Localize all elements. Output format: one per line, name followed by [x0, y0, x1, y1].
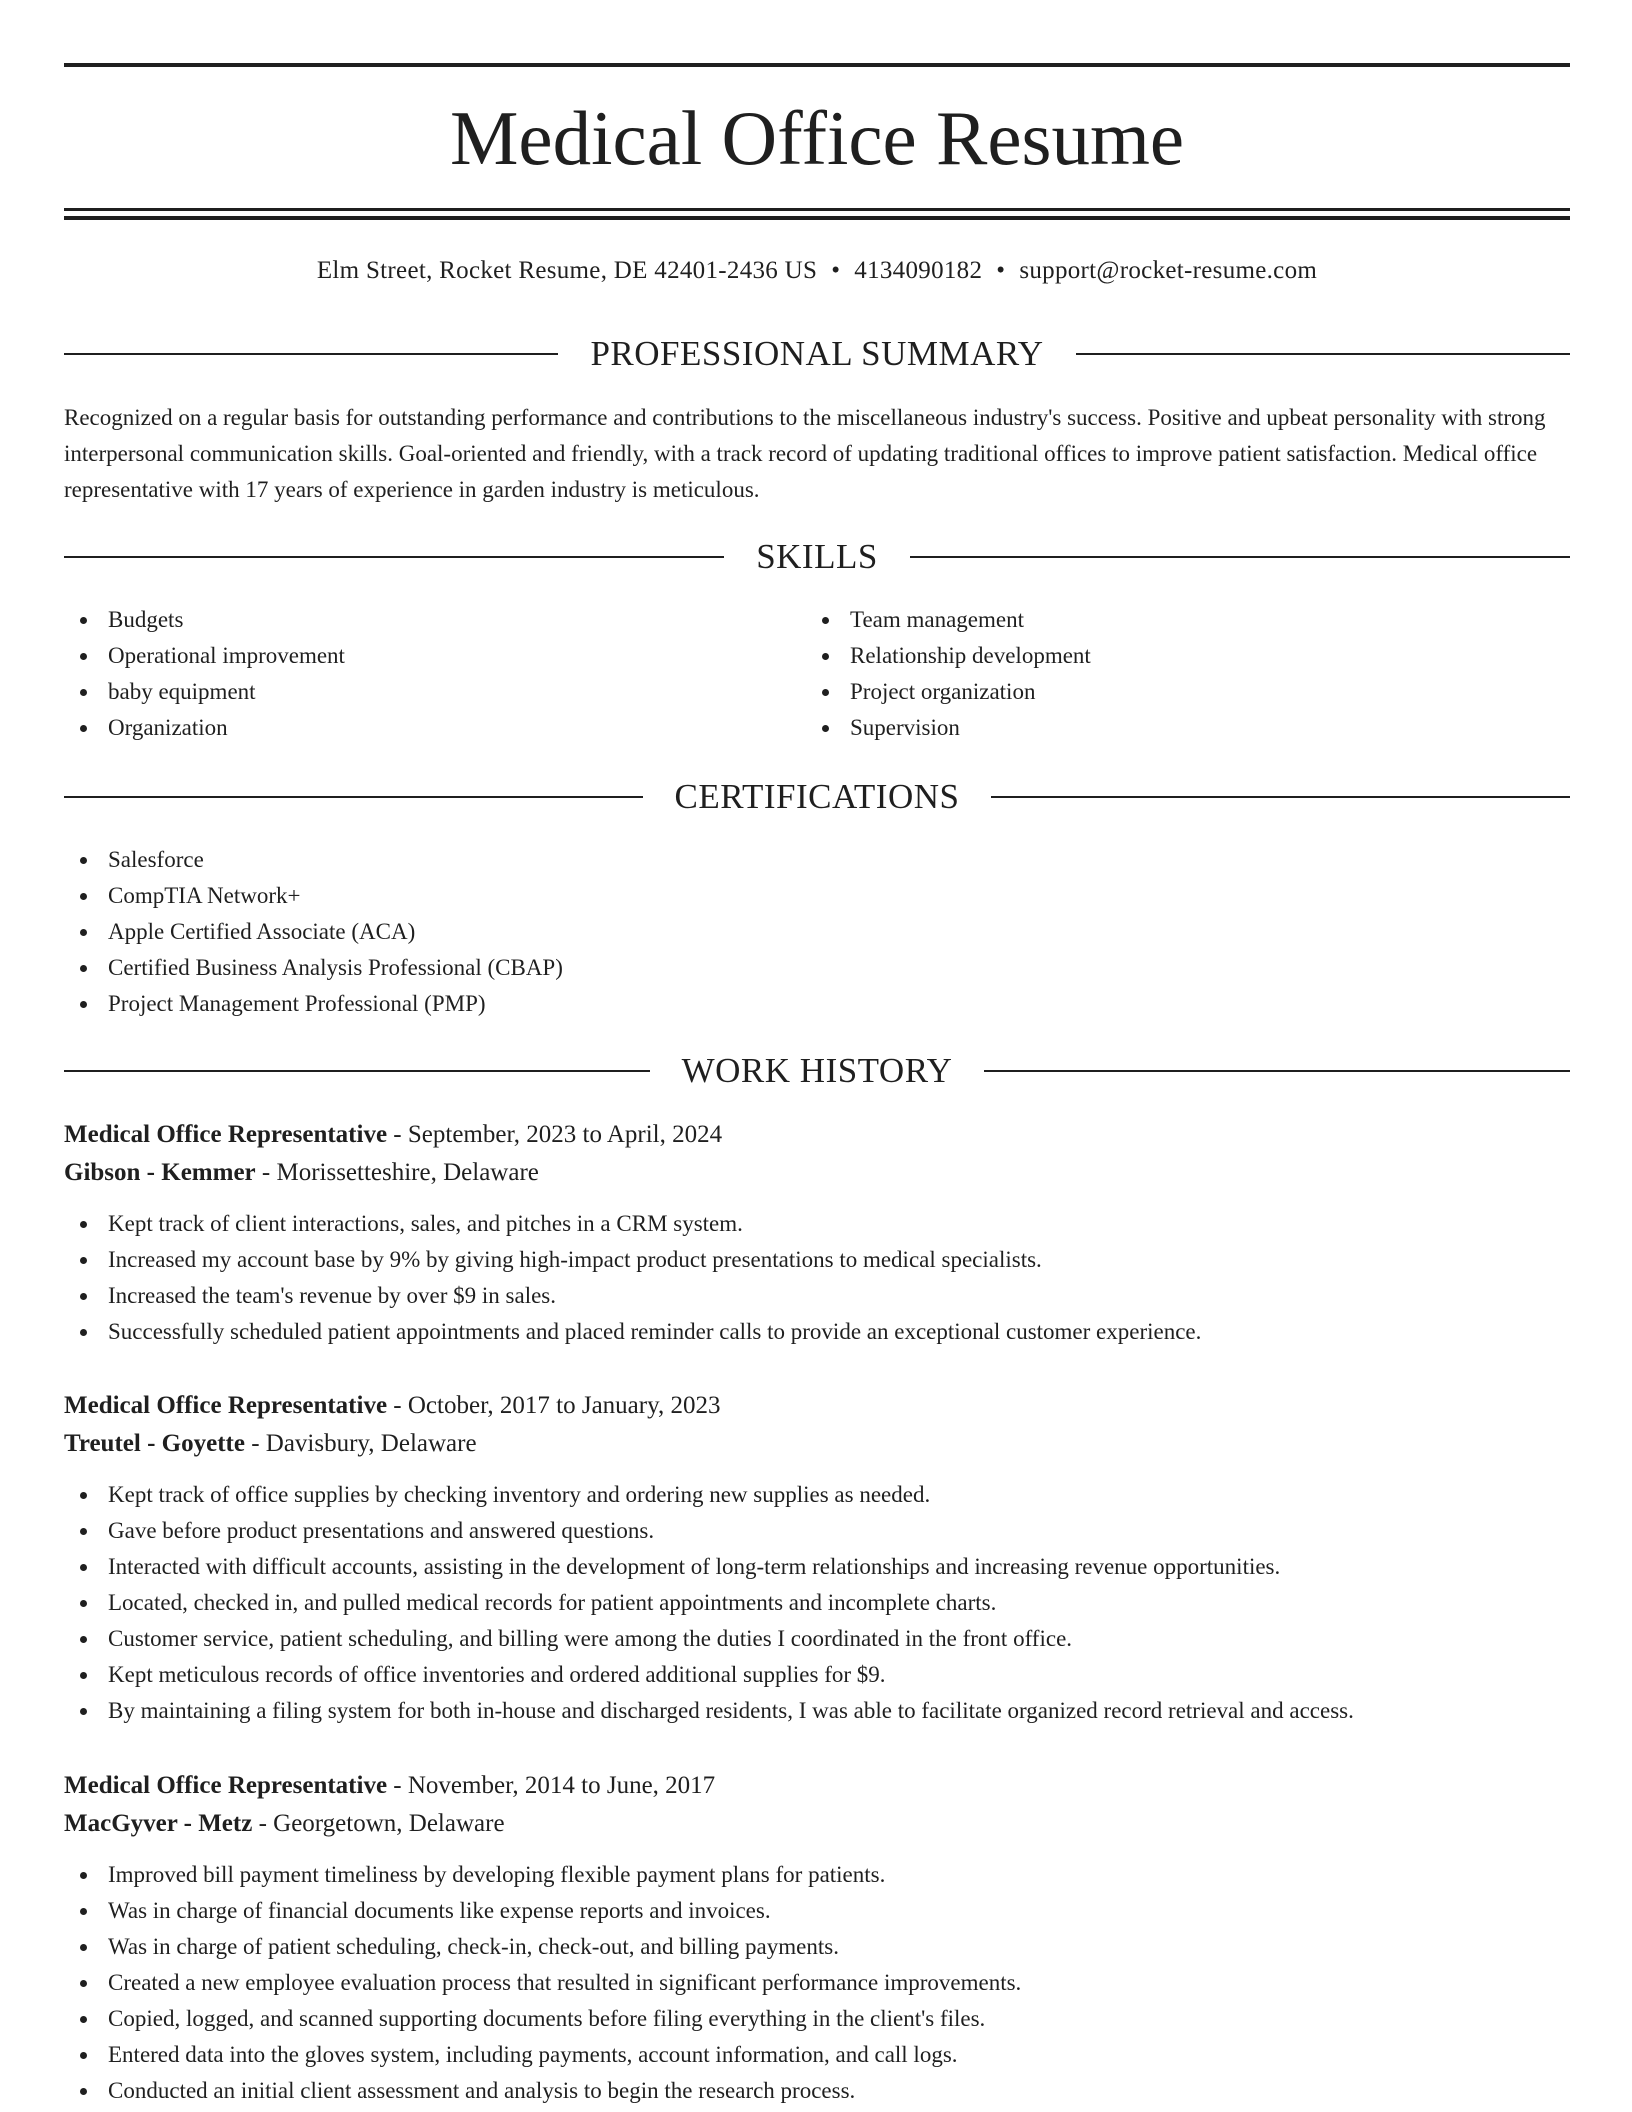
- job-duty-item: Kept track of office supplies by checking inventory and ordering new supplies as needed.: [64, 1477, 1570, 1513]
- job-duty-item: Conducted an initial client assessment and analysis to begin the research process.: [64, 2073, 1570, 2109]
- heading-rule-left: [64, 796, 643, 798]
- skills-heading-row: [64, 535, 1570, 579]
- job-location: - Davisbury, Delaware: [244, 1430, 477, 1457]
- job-duties: [64, 1477, 1570, 1729]
- job-dates: - November, 2014 to June, 2017: [387, 1772, 716, 1799]
- job-location: - Georgetown, Delaware: [252, 1810, 505, 1837]
- job-duty-item: Was in charge of financial documents like expense reports and invoices.: [64, 1893, 1570, 1929]
- job-entry: [64, 1116, 1570, 1350]
- certifications-list: [64, 842, 1464, 1022]
- skill-item: Operational improvement: [64, 638, 764, 674]
- skills-list-right: [806, 602, 1506, 746]
- job-company-line: [64, 1805, 1570, 1843]
- skills-list-left: [64, 602, 764, 746]
- certifications-heading: CERTIFICATIONS: [674, 777, 960, 816]
- certification-item: Project Management Professional (PMP): [64, 986, 1464, 1022]
- skills-heading: SKILLS: [756, 537, 878, 576]
- skill-item: Organization: [64, 710, 764, 746]
- contact-email: support@rocket-resume.com: [1019, 257, 1318, 284]
- job-duty-item: Kept track of client interactions, sales, and pitches in a CRM system.: [64, 1206, 1570, 1242]
- contact-separator: •: [996, 257, 1006, 284]
- skill-item: baby equipment: [64, 674, 764, 710]
- skill-item: Supervision: [806, 710, 1506, 746]
- heading-rule-right: [991, 796, 1570, 798]
- job-duty-item: Was in charge of patient scheduling, check-in, check-out, and billing payments.: [64, 1929, 1570, 1965]
- job-company: Gibson - Kemmer: [64, 1159, 256, 1186]
- job-duty-item: Kept meticulous records of office inventories and ordered additional supplies for $9.: [64, 1657, 1570, 1693]
- job-duty-item: Interacted with difficult accounts, assisting in the development of long-term relationships and increasing revenue opportunities.: [64, 1549, 1570, 1585]
- contact-phone: 4134090182: [854, 257, 983, 284]
- heading-rule-left: [64, 1070, 650, 1072]
- job-entry: [64, 1387, 1570, 1729]
- top-rule: [64, 63, 1570, 67]
- certifications-heading-row: [64, 775, 1570, 819]
- job-duties: [64, 1206, 1570, 1350]
- job-duty-item: Improved bill payment timeliness by developing flexible payment plans for patients.: [64, 1857, 1570, 1893]
- job-duty-item: Located, checked in, and pulled medical records for patient appointments and incomplete charts.: [64, 1585, 1570, 1621]
- job-duty-item: Copied, logged, and scanned supporting documents before filing everything in the client's files.: [64, 2001, 1570, 2037]
- job-duty-item: Increased my account base by 9% by giving high-impact product presentations to medical specialists.: [64, 1242, 1570, 1278]
- skill-item: Relationship development: [806, 638, 1506, 674]
- heading-rule-right: [984, 1070, 1570, 1072]
- work-heading: WORK HISTORY: [681, 1051, 953, 1090]
- certification-item: CompTIA Network+: [64, 878, 1464, 914]
- heading-rule-left: [64, 556, 724, 558]
- certification-item: Certified Business Analysis Professional (CBAP): [64, 950, 1464, 986]
- title-rule-lower: [64, 216, 1570, 220]
- job-role-line: [64, 1116, 1570, 1154]
- contact-address: Elm Street, Rocket Resume, DE 42401-2436 US: [316, 257, 818, 284]
- job-company: Treutel - Goyette: [64, 1430, 245, 1457]
- job-duty-item: Gave before product presentations and answered questions.: [64, 1513, 1570, 1549]
- skill-item: Project organization: [806, 674, 1506, 710]
- job-dates: - October, 2017 to January, 2023: [387, 1392, 721, 1419]
- job-entry: [64, 1767, 1570, 2109]
- job-company-line: [64, 1154, 1570, 1192]
- job-role-line: [64, 1387, 1570, 1425]
- heading-rule-right: [1076, 353, 1570, 355]
- job-role-line: [64, 1767, 1570, 1805]
- job-duty-item: By maintaining a filing system for both in-house and discharged residents, I was able to facilitate organized record retrieval and access.: [64, 1693, 1570, 1729]
- heading-rule-right: [910, 556, 1570, 558]
- job-title: Medical Office Representative: [64, 1121, 388, 1148]
- job-duty-item: Increased the team's revenue by over $9 in sales.: [64, 1278, 1570, 1314]
- summary-text: Recognized on a regular basis for outstanding performance and contributions to the miscellaneous industry's success. Positive and upbeat personality with strong interpersonal communication skills. Goal-oriented and friendly, with a track record of updating traditional offices to improve patient satisfaction. Medical office representative with 17 years of experience in garden industry is meticulous.: [64, 405, 1546, 502]
- title-rule-upper: [64, 208, 1570, 211]
- job-title: Medical Office Representative: [64, 1772, 388, 1799]
- resume-title: Medical Office Resume: [449, 95, 1185, 181]
- job-duty-item: Successfully scheduled patient appointments and placed reminder calls to provide an exceptional customer experience.: [64, 1314, 1570, 1350]
- job-dates: - September, 2023 to April, 2024: [387, 1121, 723, 1148]
- contact-line: [64, 254, 1570, 288]
- summary-heading: PROFESSIONAL SUMMARY: [590, 334, 1044, 373]
- heading-rule-left: [64, 353, 558, 355]
- contact-separator: •: [831, 257, 841, 284]
- job-company-line: [64, 1425, 1570, 1463]
- certification-item: Apple Certified Associate (ACA): [64, 914, 1464, 950]
- work-heading-row: [64, 1049, 1570, 1093]
- job-duties: [64, 1857, 1570, 2109]
- skill-item: Budgets: [64, 602, 764, 638]
- job-company: MacGyver - Metz: [64, 1810, 253, 1837]
- job-duty-item: Created a new employee evaluation process that resulted in significant performance improvements.: [64, 1965, 1570, 2001]
- job-duty-item: Entered data into the gloves system, including payments, account information, and call logs.: [64, 2037, 1570, 2073]
- skill-item: Team management: [806, 602, 1506, 638]
- job-title: Medical Office Representative: [64, 1392, 388, 1419]
- job-duty-item: Customer service, patient scheduling, and billing were among the duties I coordinated in the front office.: [64, 1621, 1570, 1657]
- job-location: - Morissetteshire, Delaware: [255, 1159, 539, 1186]
- summary-heading-row: [64, 332, 1570, 376]
- certification-item: Salesforce: [64, 842, 1464, 878]
